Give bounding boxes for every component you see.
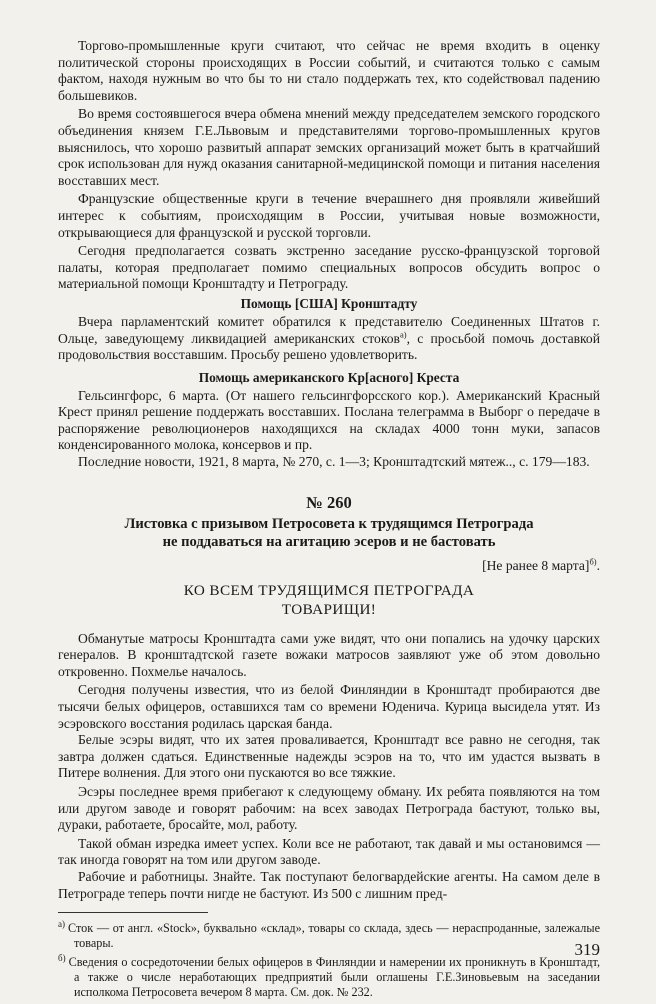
body-paragraph-3: Белые эсэры видят, что их затея проваливается, Кронштадт все равно не сегодня, так завтра должен сдаться. Единственные надежды эсэров на то, что им удастся вызвать в Питере волнения. Для этого они пускаются во все тяжкие. (58, 732, 600, 781)
body-paragraph-2: Сегодня получены известия, что из белой Финляндии в Кронштадт пробираются две тысячи белых офицеров, оставшихся там со времени Юденича. Курица высидела утят. Из эсэровского восстания родилась царская банда. (58, 682, 600, 731)
body-paragraph-5: Такой обман изредка имеет успех. Коли все не работают, так давай и мы остановимся — так иногда говорят на том или другом заводе. (58, 835, 600, 868)
intro-paragraph-3: Французские общественные круги в течение вчерашнего дня проявляли живейший интерес к событиям, происходящим в России, учитывая новые возможности, открывающиеся для французской и русской торговли. (58, 191, 600, 240)
document-title-line-1: Листовка с призывом Петросовета к трудящимся Петрограда (124, 515, 534, 532)
document-number: № 260 (306, 492, 352, 512)
appeal-line-1: КО ВСЕМ ТРУДЯЩИМСЯ ПЕТРОГРАДА (183, 581, 475, 599)
footnote-b: $^{б)}$ Сведения о сосредоточении белых офицеров в Финляндии и намерении их проникнуть в Кронштадт, а также о числе неработающих предприятий были оглашены Г.Е.Зиновьевым на заседании исполкома Петросовета вечером 8 марта. См. док. № 232. (58, 953, 600, 1000)
body-paragraph-4: Эсэры последнее время прибегают к следующему обману. Их ребята появляются на том или другом заводе и говорят рабочим: на всех заводах Петрограда бастуют, только вы, дураки, работаете, бросайте, мол, работу. (58, 784, 600, 833)
usa-paragraph: Вчера парламентский комитет обратился к представителю Соединенных Штатов г. Ольце, заведующему ликвидацией американских стоков$^{а)}$, с просьбой помочь доставкой продовольствия восставшим. Просьбу решено удовлетворить. (58, 313, 601, 363)
page-number: 319 (574, 940, 600, 959)
footnote-ref-b: б) (589, 556, 597, 567)
source-citation: Последние новости, 1921, 8 марта, № 270, с. 1—3; Кронштадтский мятеж.., с. 179—183. (78, 454, 590, 470)
body-paragraph-6: Рабочие и работницы. Знайте. Так поступают белогвардейские агенты. На самом деле в Петрограде теперь почти нигде не бастуют. Из 500 с лишним пред- (58, 868, 600, 901)
intro-paragraph-4: Сегодня предполагается созвать экстренно заседание русско-французской торговой палаты, которая предполагает помимо специальных вопросов обсудить вопрос о материальной помощи Кронштадту и Петрограду. (58, 243, 600, 292)
document-title-line-2: не поддаваться на агитацию эсеров и не бастовать (162, 533, 496, 550)
footnote-ref-a: а) (399, 328, 407, 339)
document-date: [Не ранее 8 марта]$^{б)}$. (482, 556, 600, 573)
section-heading-red-cross: Помощь американского Кр[асного] Креста (198, 369, 460, 385)
appeal-heading (58, 581, 600, 619)
intro-paragraph-1: Торгово-промышленные круги считают, что сейчас не время входить в оценку политической стороны происходящих в России событий, и считаются только с самым фактом, находя нужным во что бы то ни стало поддержать тех, кто содействовал падению большевиков. (58, 38, 600, 103)
intro-paragraph-2: Во время состоявшегося вчера обмена мнений между председателем земского городского объединения князем Г.Е.Львовым и представителями торгово-промышленных кругов выяснилось, что хорошо развитый аппарат земских организаций может быть в кратчайший срок использован для нужд оказания санитарной-медицинской помощи и питания населения восставших мест. (58, 106, 600, 188)
section-heading-usa: Помощь [США] Кронштадту (240, 295, 418, 311)
text-column (58, 38, 600, 1004)
red-cross-paragraph: Гельсингфорс, 6 марта. (От нашего гельсингфорсского кор.). Американский Красный Крест принял решение поддержать восставших. Послана телеграмма в Выборг о передаче в распоряжение революционеров находящихся на складах 4000 тонн муки, запасов конденсированного молока, консервов и пр. (58, 387, 600, 453)
appeal-line-2: ТОВАРИЩИ! (281, 600, 377, 618)
footnote-divider (58, 912, 208, 913)
body-paragraph-1: Обманутые матросы Кронштадта сами уже видят, что они попались на удочку царских генералов. В кронштадтской газете вожаки матросов заявляют уже об этом довольно откровенно. Похмелье началось. (58, 630, 600, 679)
footnote-a: $^{а)}$ Сток — от англ. «Stock», буквально «склад», товары со склада, здесь — нераспроданные, залежалые товары. (58, 919, 600, 951)
